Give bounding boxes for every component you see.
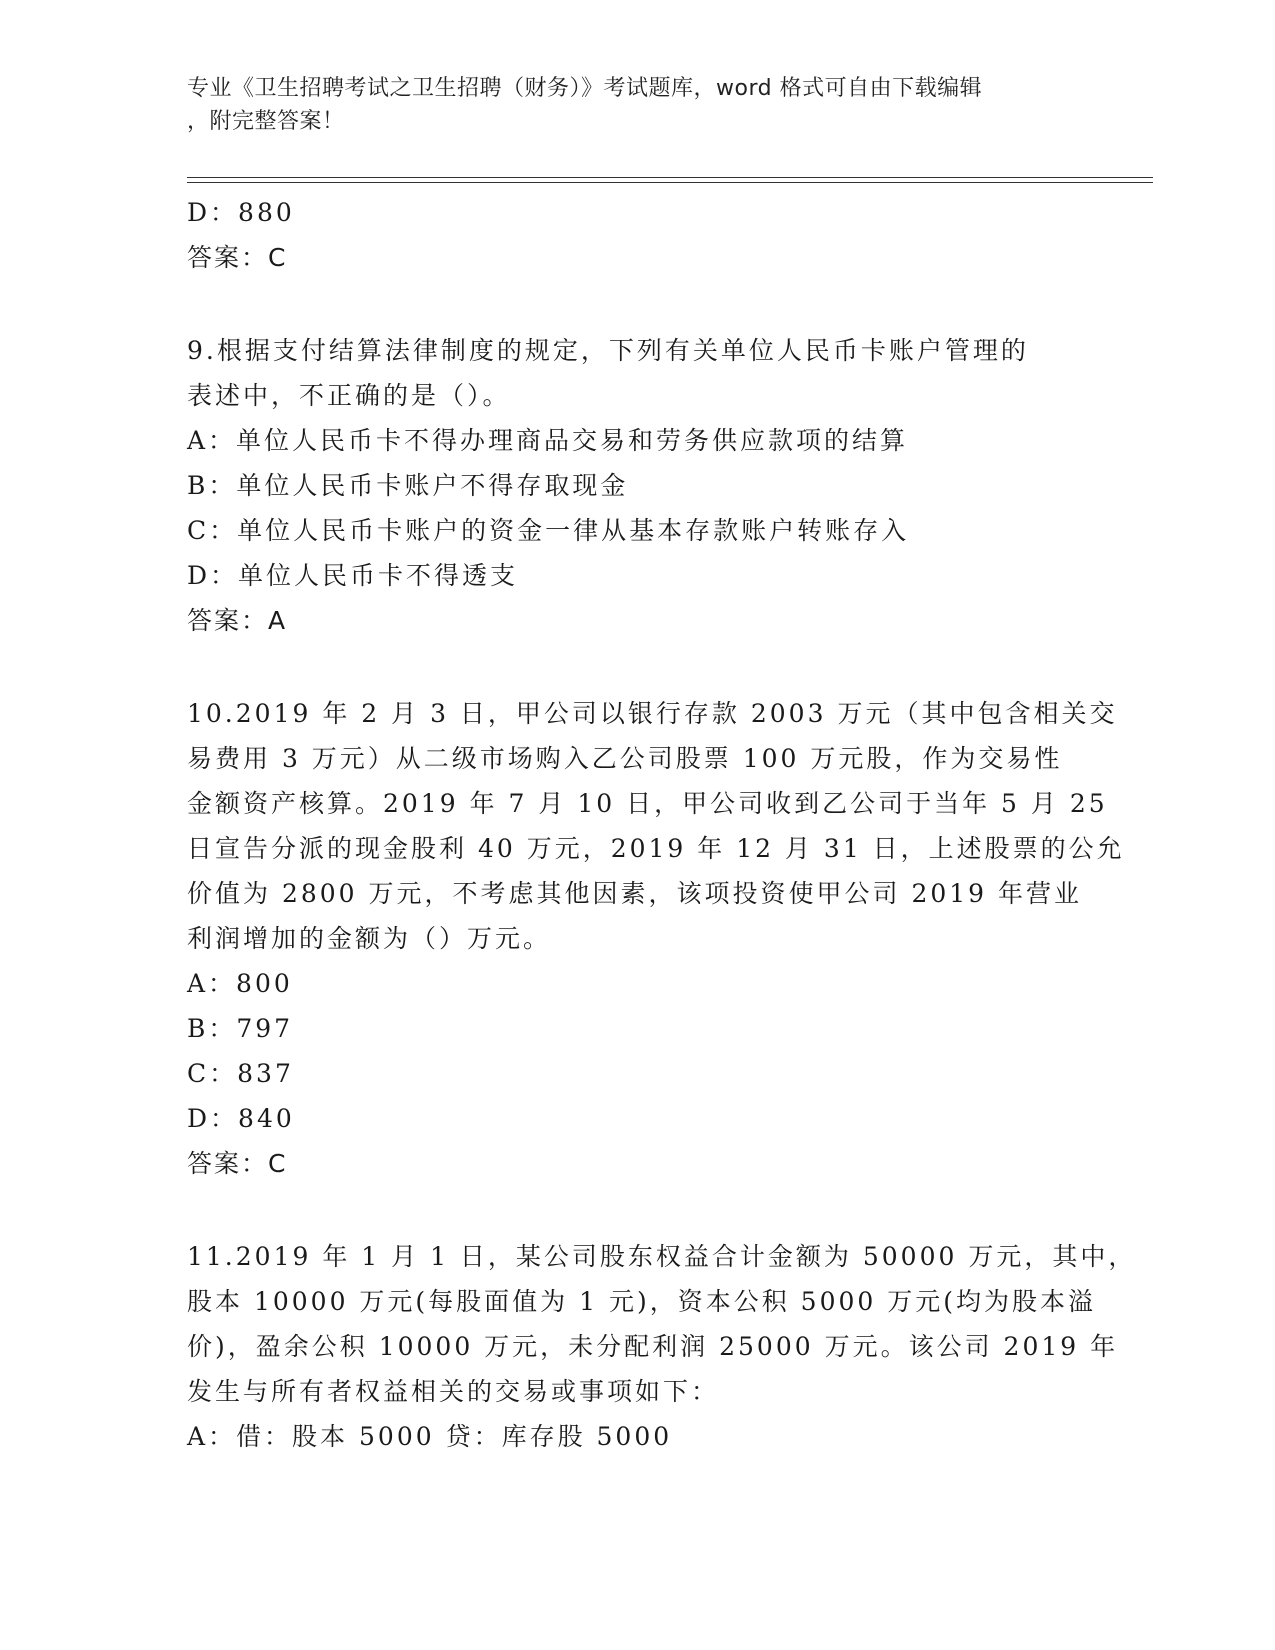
- question-stem-line: 价)，盈余公积 10000 万元，未分配利润 25000 万元。该公司 2019 年: [187, 1332, 1119, 1361]
- spacer: [187, 1186, 1087, 1234]
- question-11: [187, 1234, 1137, 1459]
- answer-line: 答案：C: [187, 1149, 288, 1178]
- question-stem-line: 利润增加的金额为（）万元。: [187, 924, 552, 953]
- header-line-1: 专业《卫生招聘考试之卫生招聘（财务）》考试题库，word 格式可自由下载编辑: [187, 76, 983, 101]
- option-a: A：借：股本 5000 贷：库存股 5000: [187, 1422, 673, 1451]
- document-header: [187, 72, 1067, 138]
- question-stem-line: 发生与所有者权益相关的交易或事项如下：: [187, 1377, 720, 1406]
- question-stem-line: 日宣告分派的现金股利 40 万元，2019 年 12 月 31 日，上述股票的公允: [187, 834, 1125, 863]
- answer-line: 答案：A: [187, 606, 288, 635]
- question-stem-line: 11.2019 年 1 月 1 日，某公司股东权益合计金额为 50000 万元，其中，: [187, 1242, 1137, 1271]
- question-9: [187, 328, 1087, 643]
- header-divider-bottom: [187, 182, 1153, 183]
- question-stem-line: 易费用 3 万元）从二级市场购入乙公司股票 100 万元股，作为交易性: [187, 744, 1063, 773]
- option-c: C：837: [187, 1059, 294, 1088]
- question-stem-line: 9.根据支付结算法律制度的规定，下列有关单位人民币卡账户管理的: [187, 336, 1029, 365]
- option-d: D：840: [187, 1104, 295, 1133]
- option-a: A：800: [187, 969, 293, 998]
- question-stem-line: 10.2019 年 2 月 3 日，甲公司以银行存款 2003 万元（其中包含相关交: [187, 699, 1118, 728]
- spacer: [187, 643, 1087, 691]
- header-divider-top: [187, 177, 1153, 178]
- option-c: C：单位人民币卡账户的资金一律从基本存款账户转账存入: [187, 516, 910, 545]
- question-stem-line: 价值为 2800 万元，不考虑其他因素，该项投资使甲公司 2019 年营业: [187, 879, 1083, 908]
- question-stem-line: 股本 10000 万元(每股面值为 1 元)，资本公积 5000 万元(均为股本溢: [187, 1287, 1097, 1316]
- option-b: B：797: [187, 1014, 294, 1043]
- option-d: D：单位人民币卡不得透支: [187, 561, 519, 590]
- spacer: [187, 280, 1087, 328]
- answer-line: 答案：C: [187, 243, 288, 272]
- question-stem-line: 金额资产核算。2019 年 7 月 10 日，甲公司收到乙公司于当年 5 月 25: [187, 789, 1108, 818]
- option-a: A：单位人民币卡不得办理商品交易和劳务供应款项的结算: [187, 426, 909, 455]
- question-stem-line: 表述中，不正确的是（）。: [187, 381, 511, 410]
- header-line-2: ，附完整答案！: [187, 109, 345, 134]
- question-10: [187, 691, 1125, 1186]
- option-d: D：880: [187, 198, 295, 227]
- question-list: [187, 190, 1137, 1459]
- option-b: B：单位人民币卡账户不得存取现金: [187, 471, 629, 500]
